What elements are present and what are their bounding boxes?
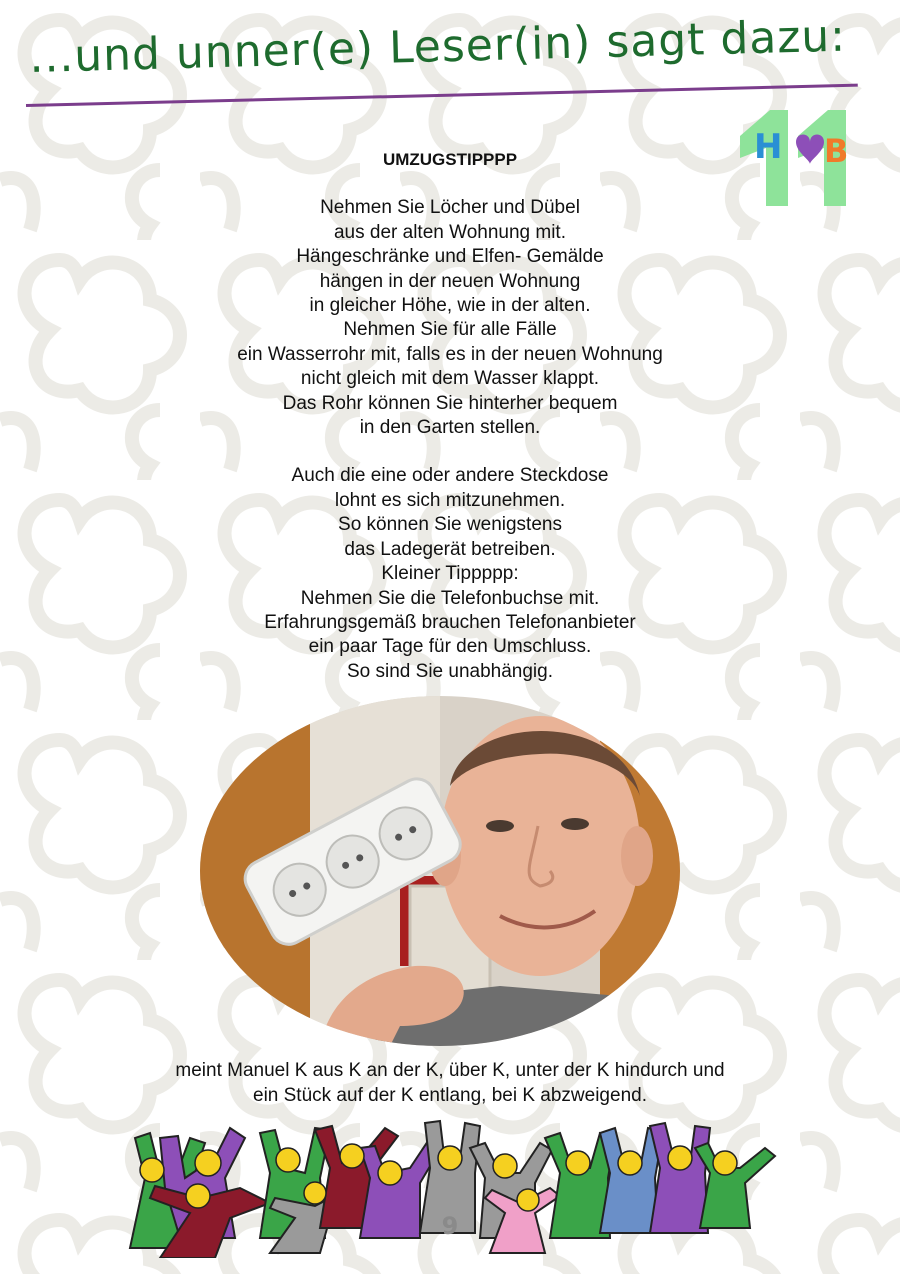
portrait-photo <box>200 696 680 1046</box>
article-paragraph-1 <box>100 196 800 440</box>
caption-line: meint Manuel K aus K an der K, über K, unter der K hindurch und <box>175 1060 725 1081</box>
text-line: aus der alten Wohnung mit. <box>333 221 566 243</box>
text-line: Nehmen Sie Löcher und Dübel <box>320 197 580 219</box>
photo-caption <box>60 1058 840 1108</box>
article-paragraph-2 <box>100 464 800 684</box>
text-line: das Ladegerät betreiben. <box>344 538 556 560</box>
text-line: ein Wasserrohr mit, falls es in der neuen Wohnung <box>237 343 663 365</box>
text-line: lohnt es sich mitzunehmen. <box>334 489 566 511</box>
caption-line: ein Stück auf der K entlang, bei K abzweigend. <box>253 1085 647 1106</box>
logo-b: B <box>824 132 849 170</box>
article <box>100 148 800 708</box>
logo-h: H <box>754 127 783 167</box>
text-line: nicht gleich mit dem Wasser klappt. <box>300 368 600 390</box>
text-line: in den Garten stellen. <box>359 417 541 439</box>
text-line: in gleicher Höhe, wie in der alten. <box>309 295 591 317</box>
text-line: hängen in der neuen Wohnung <box>319 270 581 292</box>
text-line: Nehmen Sie für alle Fälle <box>343 319 557 341</box>
text-line: Das Rohr können Sie hinterher bequem <box>282 392 618 414</box>
text-line: So können Sie wenigstens <box>338 514 562 536</box>
header-title: ...und unner(e) Leser(in) sagt dazu: <box>28 10 847 83</box>
article-title: UMZUGSTIPPPP <box>382 150 518 169</box>
text-line: Kleiner Tippppp: <box>381 563 519 585</box>
page-header <box>28 10 880 108</box>
text-line: Hängeschränke und Elfen- Gemälde <box>296 246 604 268</box>
text-line: Nehmen Sie die Telefonbuchse mit. <box>300 587 600 609</box>
text-line: So sind Sie unabhängig. <box>347 660 553 682</box>
text-line: Erfahrungsgemäß brauchen Telefonanbieter <box>264 611 636 633</box>
page-number: 9 <box>441 1212 459 1240</box>
text-line: Auch die eine oder andere Steckdose <box>291 465 609 487</box>
text-line: ein paar Tage für den Umschluss. <box>308 636 592 658</box>
